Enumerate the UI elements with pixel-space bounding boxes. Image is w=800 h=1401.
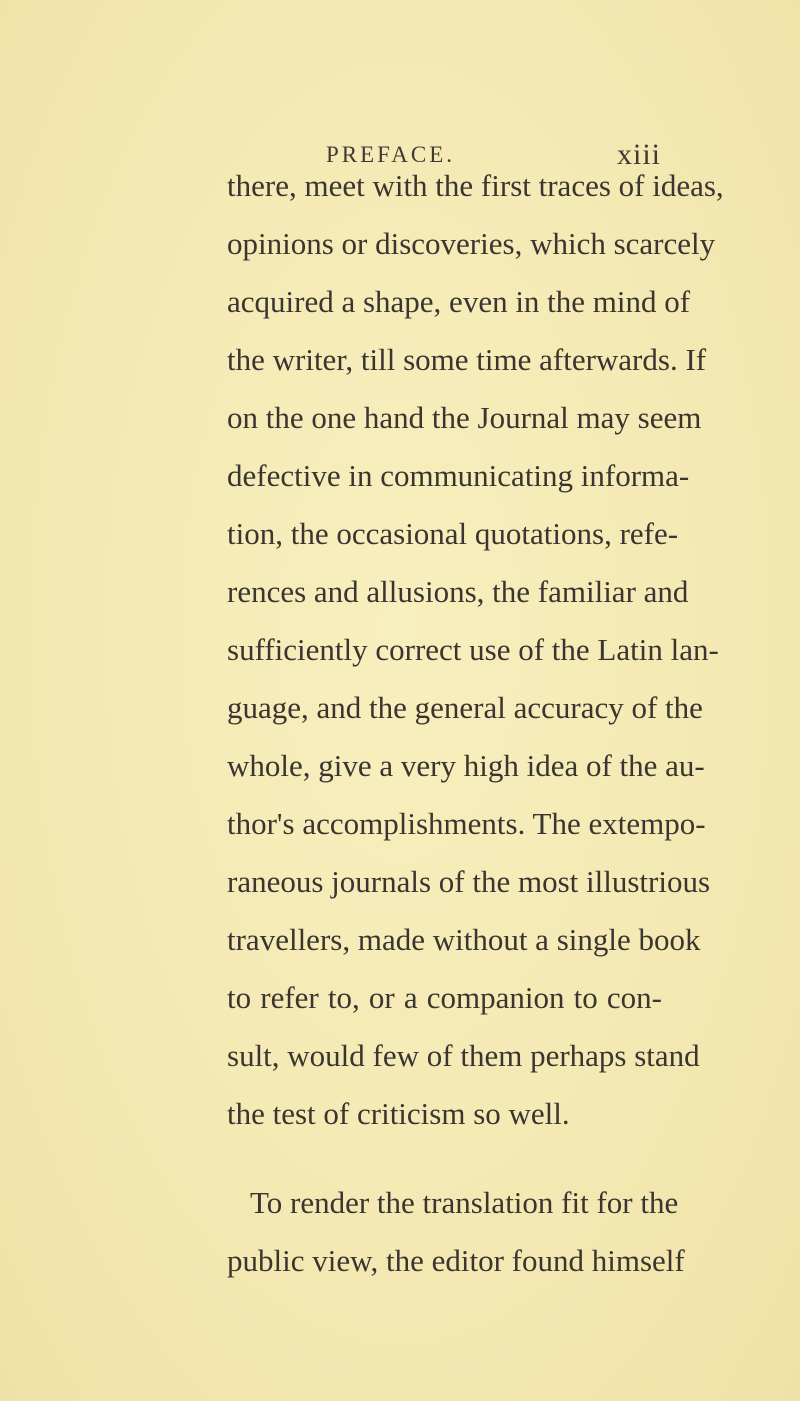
text-line: travellers, made without a single book (227, 922, 701, 957)
text-line: whole, give a very high idea of the au- (227, 748, 705, 783)
text-line: rences and allusions, the familiar and (227, 574, 689, 609)
text-line: acquired a shape, even in the mind of (227, 284, 691, 319)
paragraph-start-line: To render the translation fit for the (250, 1185, 679, 1220)
paragraph-end-line: the test of criticism so well. (227, 1096, 570, 1131)
text-line: on the one hand the Journal may seem (227, 400, 702, 435)
text-line: to refer to, or a companion to con- (227, 980, 662, 1015)
text-line: sufficiently correct use of the Latin lan- (227, 632, 719, 667)
text-line: the writer, till some time afterwards. If (227, 342, 707, 377)
page-number: xiii (617, 138, 662, 171)
text-line: sult, would few of them perhaps stand (227, 1038, 700, 1073)
text-line: thor's accomplishments. The extempo- (227, 806, 706, 841)
text-line: guage, and the general accuracy of the (227, 690, 703, 725)
text-line: raneous journals of the most illustrious (227, 864, 711, 899)
running-title: PREFACE. (326, 142, 456, 167)
text-line: tion, the occasional quotations, refe- (227, 516, 679, 551)
text-line: defective in communicating informa- (227, 458, 690, 493)
text-line: opinions or discoveries, which scarcely (227, 226, 716, 261)
text-line: public view, the editor found himself (227, 1243, 685, 1278)
text-line: there, meet with the first traces of ideas, (227, 168, 724, 203)
